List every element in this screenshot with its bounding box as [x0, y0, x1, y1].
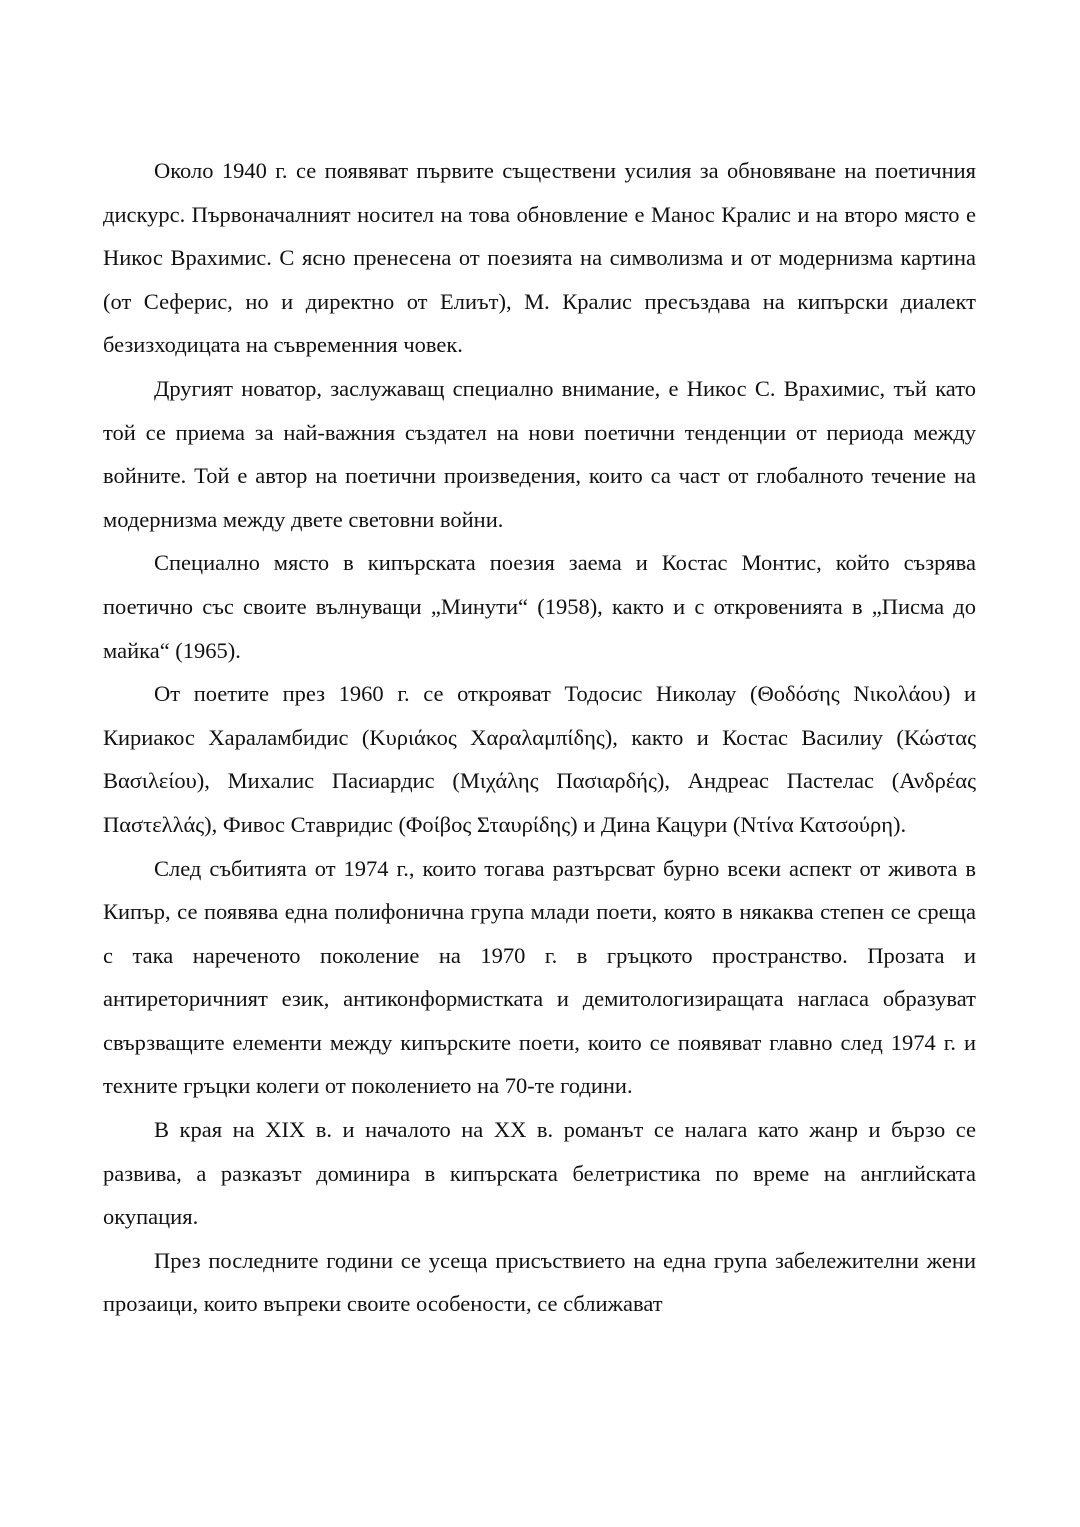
- body-text: [103, 149, 976, 1326]
- paragraph-7: През последните години се усеща присъствието на една група забележителни жени прозаици, които въпреки своите особености, се сближават: [103, 1247, 976, 1317]
- paragraph-2: Другият новатор, заслужаващ специално внимание, е Никос С. Врахимис, тъй като той се приема за най-важния създател на нови поетични тенденции от периода между войните. Той е автор на поетични произведения, които са част от глобалното течение на модернизма между двете световни войни.: [103, 375, 976, 532]
- paragraph-5: След събитията от 1974 г., които тогава разтърсват бурно всеки аспект от живота в Кипър, се появява една полифонична група млади поети, която в някаква степен се среща с така нареченото поколение на 1970 г. в гръцкото пространство. Прозата и антиреторичният език, антиконформистката и демитологизиращата нагласа образуват свързващите елементи между кипърските поети, които се появяват главно след 1974 г. и техните гръцки колеги от поколението на 70-те години.: [103, 855, 976, 1099]
- paragraph-1: Около 1940 г. се появяват първите съществени усилия за обновяване на поетичния дискурс. Първоначалният носител на това обновление е Манос Кралис и на второ място е Никос Врахимис. С ясно пренесена от поезията на символизма и от модернизма картина (от Сеферис, но и директно от Елиът), М. Кралис пресъздава на кипърски диалект безизходицата на съвременния човек.: [103, 158, 976, 358]
- paragraph-3: Специално място в кипърската поезия заема и Костас Монтис, който съзрява поетично със своите вълнуващи „Минути“ (1958), както и с откровенията в „Писма до майка“ (1965).: [103, 550, 976, 663]
- paragraph-6: В края на XIX в. и началото на XX в. романът се налага като жанр и бързо се развива, а разказът доминира в кипърската белетристика по време на английската окупация.: [103, 1117, 976, 1230]
- paragraph-4: От поетите през 1960 г. се открояват Тодосис Николау (Θοδόσης Νικολάου) и Кириакос Хараламбидис (Κυριάκος Χαραλαμπίδης), както и Костас Василиу (Κώστας Βασιλείου), Михалис Пасиардис (Μιχάλης Πασιαρδής), Андреас Пастелас (Ανδρέας Παστελλάς), Фивос Ставридис (Φοίβος Σταυρίδης) и Дина Кацури (Ντίνα Κατσούρη).: [103, 681, 976, 837]
